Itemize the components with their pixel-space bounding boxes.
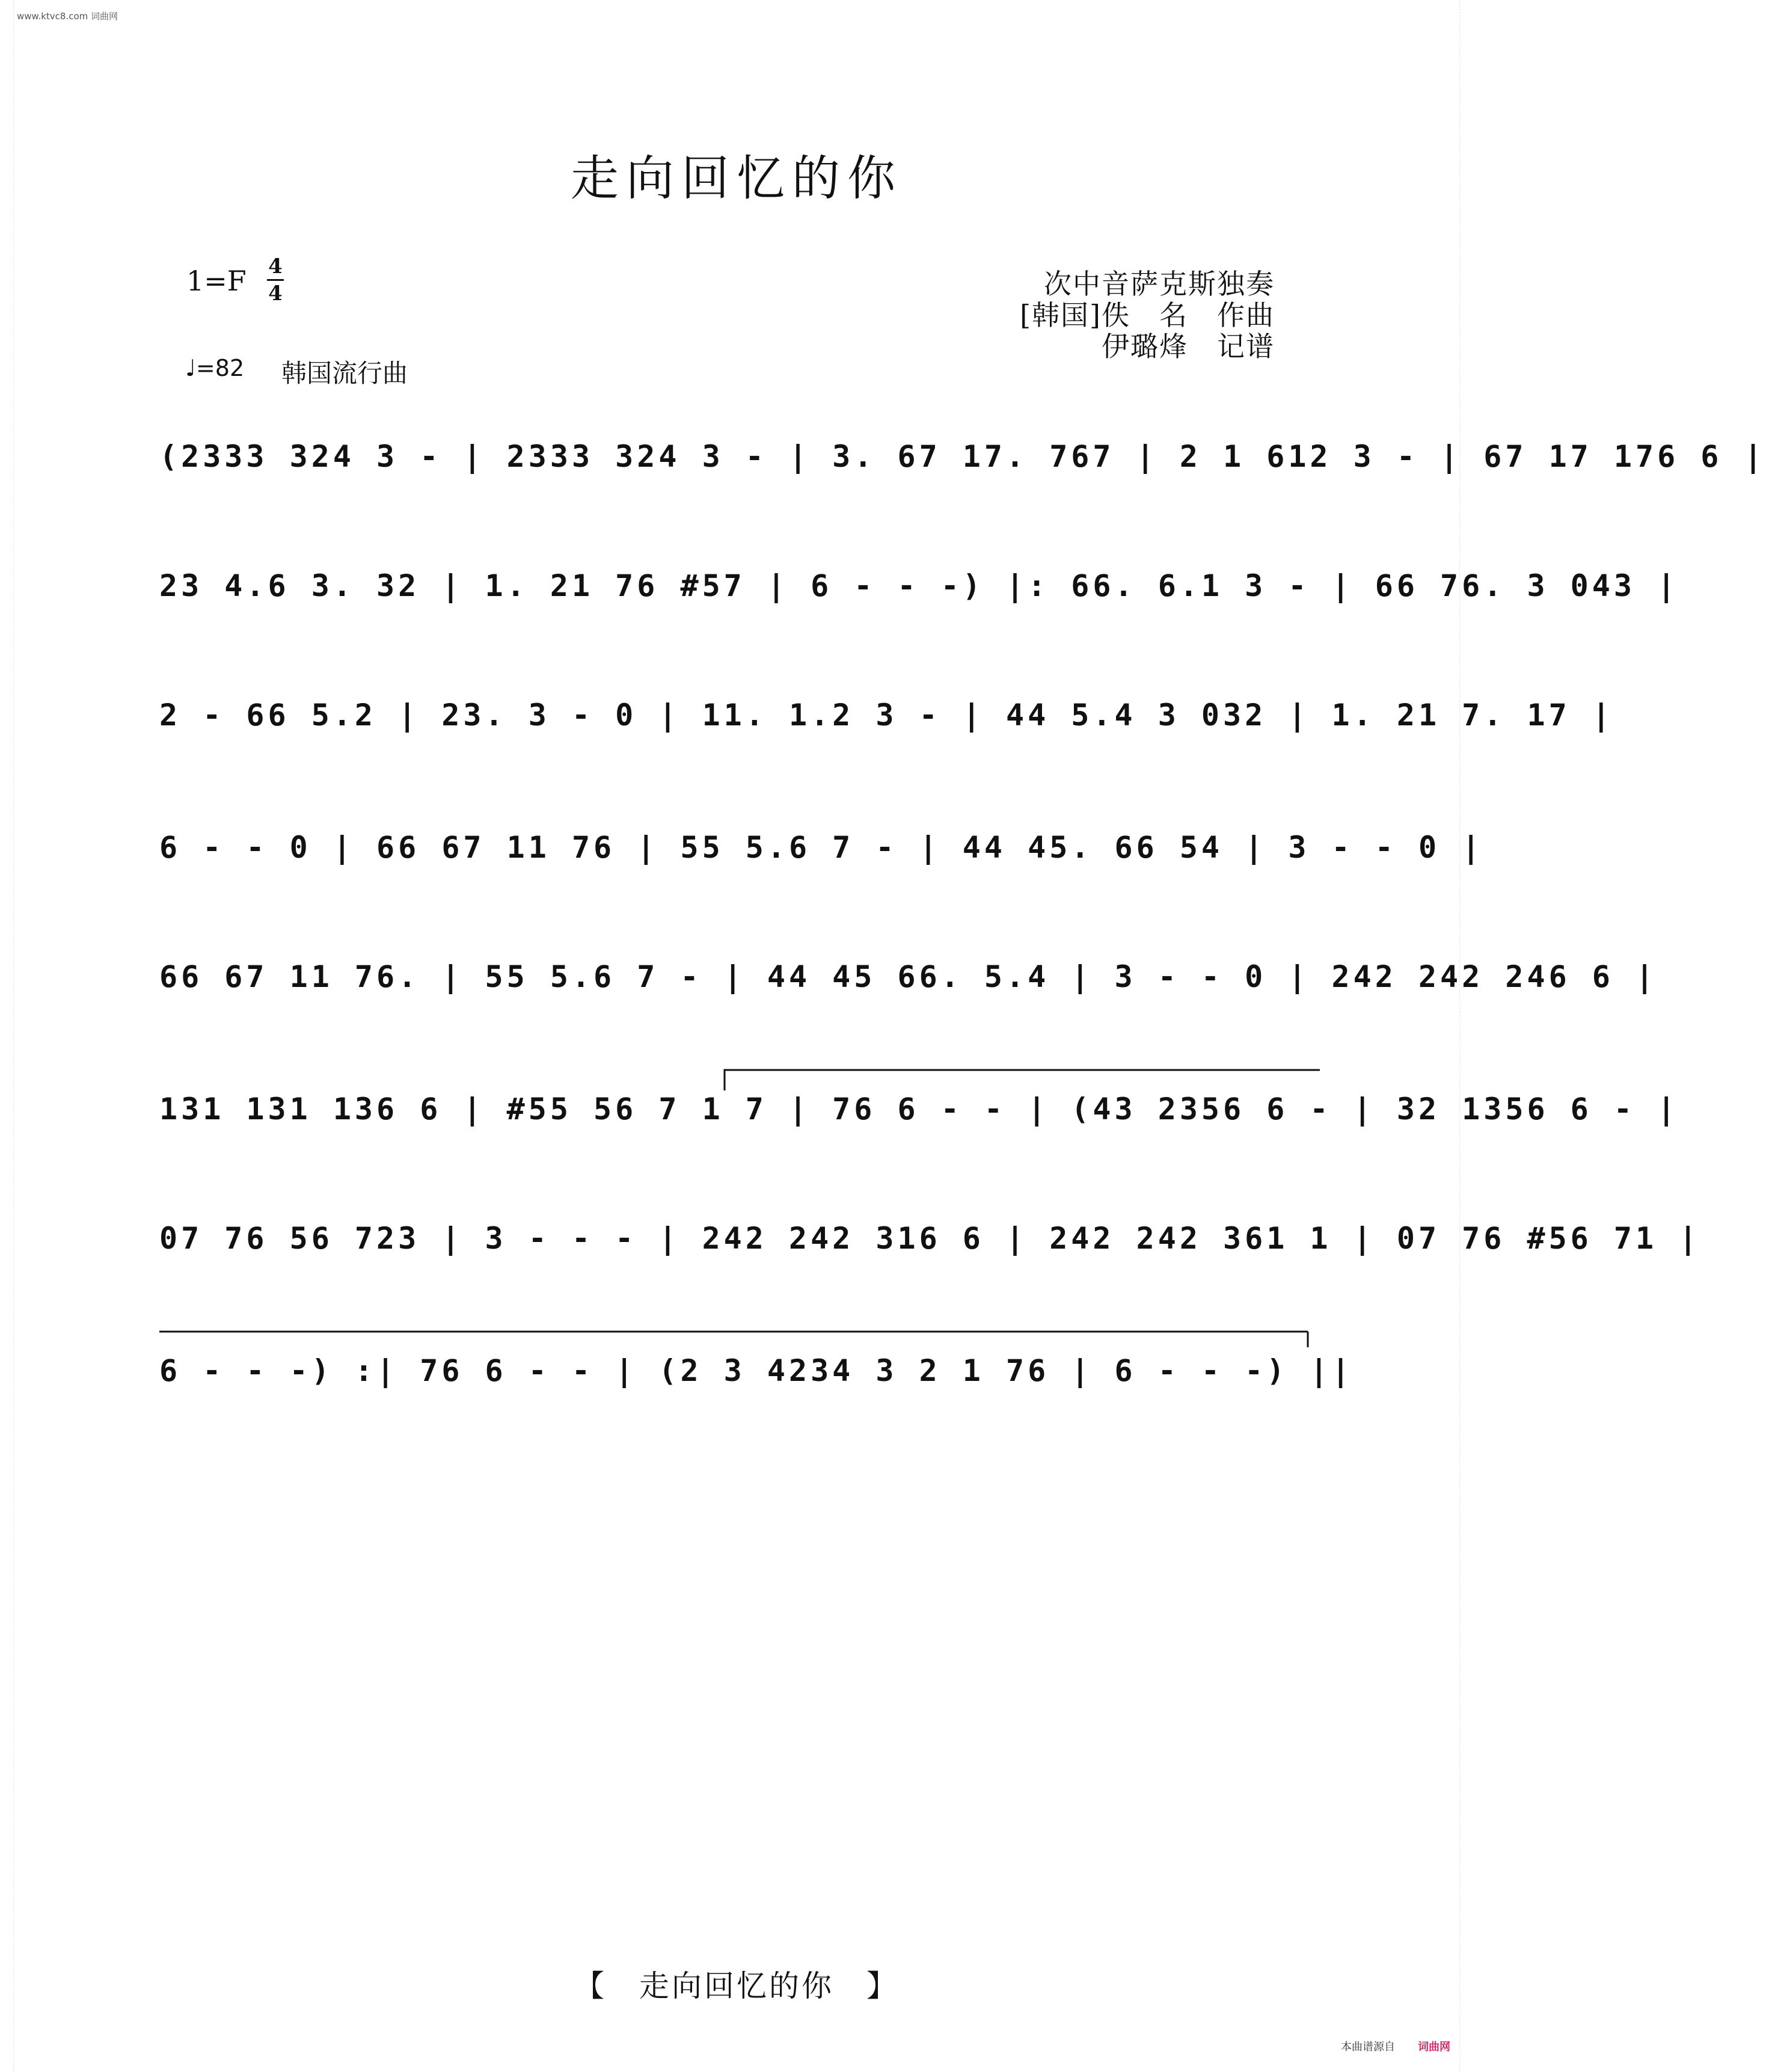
score-line-notes: 131 131 136 6 | #55 56 7 1 7 | 76 6 - - | (43 2356 6 - | 32 1356 6 - | (159, 1092, 1679, 1127)
score-line-6 (159, 1068, 1679, 1152)
score-line-2 (159, 544, 1679, 629)
score-line-4 (159, 806, 1484, 890)
key-signature: 1=F (186, 265, 247, 297)
volta-bracket-2 (159, 1329, 1320, 1353)
credit-instrument: 次中音萨克斯独奏 (1044, 268, 1275, 300)
score-line-1 (159, 415, 1766, 499)
score-line-notes: 6 - - 0 | 66 67 11 76 | 55 5.6 7 - | 44 45. 66 54 | 3 - - 0 | (159, 830, 1484, 865)
meter-divider (267, 279, 284, 281)
volta-bracket-1 (159, 1068, 1320, 1092)
footer-title: 【 走向回忆的你 】 (574, 1969, 899, 2003)
time-signature (267, 255, 284, 305)
right-margin-strip (1459, 0, 1473, 2072)
site-badge[interactable]: 词曲网 (1418, 2041, 1450, 2053)
score-line-7 (159, 1197, 1701, 1281)
score-line-notes: 2 - 66 5.2 | 23. 3 - 0 | 11. 1.2 3 - | 44 5.4 3 032 | 1. 21 7. 17 | (159, 698, 1614, 733)
site-watermark: www.ktvc8.com 词曲网 (17, 11, 118, 22)
score-line-notes: 23 4.6 3. 32 | 1. 21 76 #57 | 6 - - -) |: 66. 6.1 3 - | 66 76. 3 043 | (159, 568, 1679, 603)
meter-top: 4 (268, 254, 283, 278)
jianpu-score (159, 415, 1766, 1449)
tempo-marking: ♩=82 (185, 355, 245, 381)
score-line-3 (159, 674, 1614, 758)
genre-label: 韩国流行曲 (281, 358, 408, 388)
meter-bottom: 4 (268, 281, 283, 306)
source-badge: 本曲谱源自 (1341, 2041, 1395, 2053)
score-line-notes: (2333 324 3 - | 2333 324 3 - | 3. 67 17. 767 | 2 1 612 3 - | 67 17 176 6 | (159, 439, 1766, 474)
credit-transcriber: 伊璐烽 记谱 (1102, 330, 1275, 363)
score-line-5 (159, 935, 1658, 1019)
score-line-notes: 66 67 11 76. | 55 5.6 7 - | 44 45 66. 5.4 | 3 - - 0 | 242 242 246 6 | (159, 959, 1658, 994)
score-line-notes: 07 76 56 723 | 3 - - - | 242 242 316 6 | 242 242 361 1 | 07 76 #56 71 | (159, 1221, 1701, 1256)
score-line-notes: 6 - - -) :| 76 6 - - | (2 3 4234 3 2 1 76 | 6 - - -) || (159, 1353, 1354, 1388)
credit-composer: [韩国]佚 名 作曲 (1020, 299, 1275, 331)
score-line-8 (159, 1329, 1354, 1413)
credits-block (1020, 268, 1275, 362)
song-title: 走向回忆的你 (571, 150, 903, 206)
left-margin-strip (0, 0, 14, 2072)
